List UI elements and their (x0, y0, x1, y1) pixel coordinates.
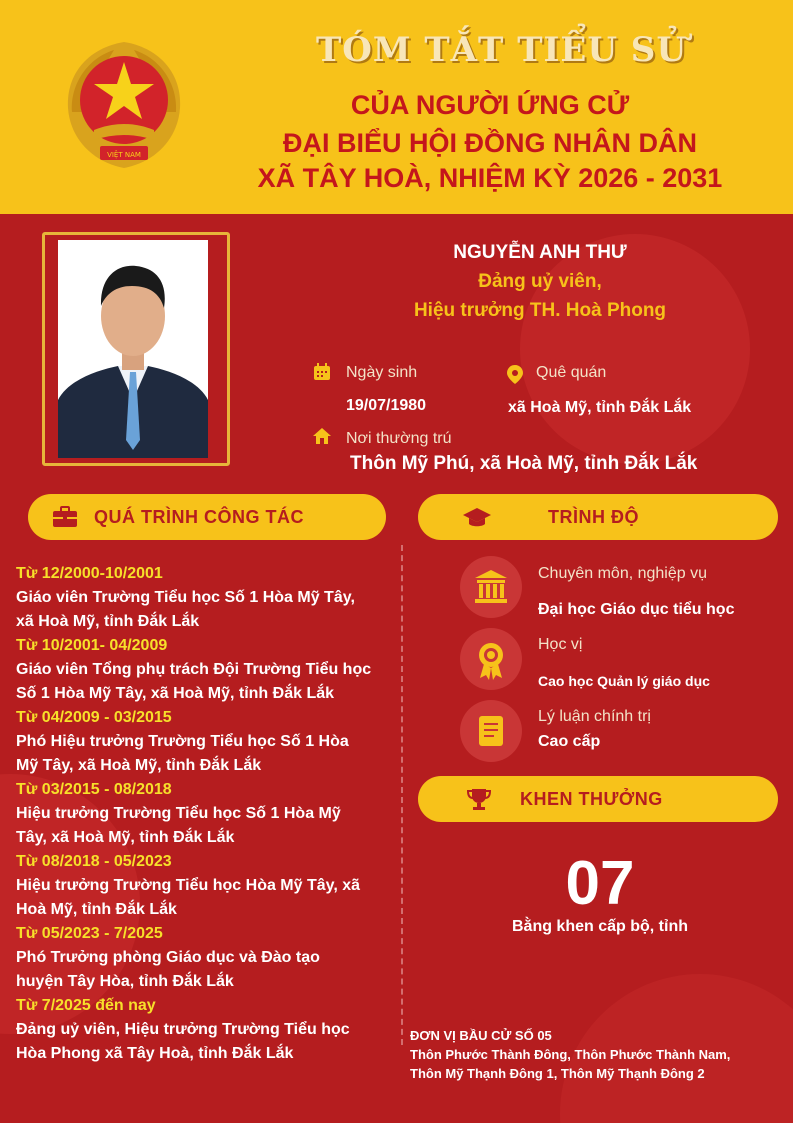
national-emblem-icon (58, 38, 190, 172)
career-period: Từ 10/2001- 04/2009 (16, 637, 168, 654)
briefcase-icon (52, 506, 78, 528)
career-section-header (28, 494, 386, 540)
home-icon (312, 426, 332, 446)
professional-label: Chuyên môn, nghiệp vụ (538, 565, 707, 582)
career-description: Phó Trưởng phòng Giáo dục và Đào tạo (16, 949, 320, 966)
career-entry (16, 850, 401, 922)
hometown-value: xã Hoà Mỹ, tỉnh Đắk Lắk (508, 399, 692, 416)
qualification-section-header (418, 494, 778, 540)
career-description: Đảng uỷ viên, Hiệu trưởng Trường Tiểu học (16, 1021, 350, 1038)
birth-date-label: Ngày sinh (346, 364, 418, 381)
location-pin-icon (505, 364, 525, 384)
political-value: Cao cấp (538, 733, 601, 750)
residence-label: Nơi thường trú (346, 430, 452, 447)
career-description: Hiệu trưởng Trường Tiểu học Số 1 Hòa Mỹ (16, 805, 341, 822)
candidate-portrait (58, 240, 208, 458)
career-description: Giáo viên Tổng phụ trách Đội Trường Tiểu học (16, 661, 372, 678)
trophy-icon (466, 787, 492, 811)
career-entry (16, 922, 401, 994)
professional-value: Đại học Giáo dục tiểu học (538, 601, 735, 618)
award-count: 07 (565, 849, 635, 918)
header-banner (0, 0, 793, 214)
career-description: Giáo viên Trường Tiểu học Số 1 Hòa Mỹ Tây, (16, 589, 355, 606)
career-period: Từ 7/2025 đến nay (16, 997, 156, 1014)
subtitle-line-2: ĐẠI BIỂU HỘI ĐỒNG NHÂN DÂN (282, 128, 697, 158)
career-section-title: QUÁ TRÌNH CÔNG TÁC (94, 507, 304, 527)
career-description: huyện Tây Hòa, tỉnh Đắk Lắk (16, 973, 234, 990)
career-period: Từ 08/2018 - 05/2023 (16, 853, 172, 870)
subtitle-line-1: CỦA NGƯỜI ỨNG CỬ (350, 90, 630, 120)
award-section-header (418, 776, 778, 822)
page-title: TÓM TẮT TIỂU SỬ (315, 30, 688, 70)
career-entry (16, 778, 401, 850)
career-period: Từ 12/2000-10/2001 (16, 565, 163, 582)
svg-text:VIỆT NAM: VIỆT NAM (107, 151, 141, 159)
institution-icon (460, 556, 522, 618)
career-entry (16, 562, 401, 634)
institution-icon-circle (460, 556, 522, 618)
career-description: Số 1 Hòa Mỹ Tây, xã Hoà Mỹ, tỉnh Đắk Lắk (16, 685, 335, 702)
career-description: xã Hoà Mỹ, tỉnh Đắk Lắk (16, 613, 200, 630)
degree-label: Học vị (538, 636, 583, 653)
candidate-position-2: Hiệu trưởng TH. Hoà Phong (413, 300, 667, 321)
electoral-unit-line: Thôn Mỹ Thạnh Đông 1, Thôn Mỹ Thạnh Đông 2 (410, 1066, 705, 1081)
column-divider (401, 545, 403, 1045)
career-description: Tây, xã Hoà Mỹ, tỉnh Đắk Lắk (16, 829, 235, 846)
career-entry (16, 634, 401, 706)
electoral-unit-title: ĐƠN VỊ BẦU CỬ SỐ 05 (410, 1028, 552, 1043)
graduation-cap-icon (462, 506, 492, 528)
career-entry (16, 706, 401, 778)
electoral-unit-line: Thôn Phước Thành Đông, Thôn Phước Thành Nam, (410, 1047, 731, 1062)
career-period: Từ 03/2015 - 08/2018 (16, 781, 172, 798)
qualification-section-title: TRÌNH ĐỘ (548, 507, 639, 527)
birth-date-value: 19/07/1980 (346, 397, 427, 414)
award-section-title: KHEN THƯỞNG (520, 789, 663, 809)
career-period: Từ 05/2023 - 7/2025 (16, 925, 163, 942)
medal-icon (460, 628, 522, 690)
career-entry (16, 994, 401, 1066)
subtitle-line-3: XÃ TÂY HOÀ, NHIỆM KỲ 2026 - 2031 (257, 163, 723, 193)
career-timeline (16, 562, 401, 1066)
hometown-label: Quê quán (536, 364, 607, 381)
career-description: Hòa Phong xã Tây Hoà, tỉnh Đắk Lắk (16, 1045, 294, 1062)
candidate-name: NGUYỄN ANH THƯ (453, 242, 627, 263)
book-icon-circle (460, 700, 522, 762)
candidate-position-1: Đảng uỷ viên, (478, 271, 602, 292)
book-icon (460, 700, 522, 762)
degree-value: Cao học Quản lý giáo dục (538, 673, 710, 689)
award-description: Bằng khen cấp bộ, tỉnh (511, 918, 688, 935)
calendar-icon (312, 362, 332, 382)
residence-value: Thôn Mỹ Phú, xã Hoà Mỹ, tỉnh Đắk Lắk (350, 453, 698, 474)
career-description: Mỹ Tây, xã Hoà Mỹ, tỉnh Đắk Lắk (16, 757, 262, 774)
career-description: Hoà Mỹ, tỉnh Đắk Lắk (16, 901, 177, 918)
career-period: Từ 04/2009 - 03/2015 (16, 709, 172, 726)
medal-icon-circle (460, 628, 522, 690)
career-description: Phó Hiệu trưởng Trường Tiểu học Số 1 Hòa (16, 733, 349, 750)
decor-circle (520, 234, 750, 464)
political-label: Lý luận chính trị (538, 708, 651, 725)
career-description: Hiệu trưởng Trường Tiểu học Hòa Mỹ Tây, xã (16, 877, 361, 894)
